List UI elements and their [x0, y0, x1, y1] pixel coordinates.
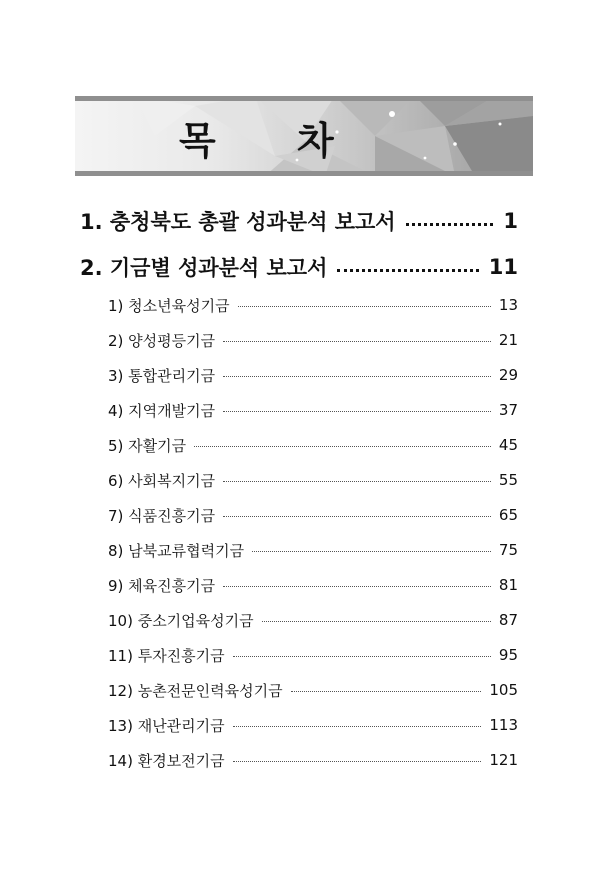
toc-entry-label: 12) 농촌전문인력육성기금: [108, 681, 283, 700]
toc-page-number: 121: [489, 751, 518, 769]
dot-leader: [223, 411, 491, 412]
dot-leader: [252, 551, 491, 552]
toc-entry-label: 8) 남북교류협력기금: [108, 541, 245, 560]
toc-entry[interactable]: [108, 644, 518, 666]
toc-page-number: 75: [498, 541, 518, 559]
toc-entry-label: 13) 재난관리기금: [108, 716, 225, 735]
toc-section-2[interactable]: [80, 252, 518, 282]
toc-entry[interactable]: [108, 434, 518, 456]
toc-entry-label: 2) 양성평등기금: [108, 331, 216, 350]
dot-leader: [262, 621, 491, 622]
toc-entry-label: 11) 투자진흥기금: [108, 646, 225, 665]
toc-entry-label: 3) 통합관리기금: [108, 366, 216, 385]
toc-page-number: 37: [498, 401, 518, 419]
toc-entry[interactable]: [108, 364, 518, 386]
dot-leader: [194, 446, 491, 447]
toc-section-1[interactable]: [80, 206, 518, 236]
dot-leader: [233, 726, 482, 727]
title-banner: [75, 96, 533, 176]
toc-page-number: 65: [498, 506, 518, 524]
toc-entry[interactable]: [108, 609, 518, 631]
toc-entry[interactable]: [108, 504, 518, 526]
toc-entry[interactable]: [108, 329, 518, 351]
toc-entry-label: 6) 사회복지기금: [108, 471, 216, 490]
toc-page-number: 105: [489, 681, 518, 699]
toc-page-number: 13: [498, 296, 518, 314]
dot-leader: [406, 223, 494, 226]
toc-entry-label: 5) 자활기금: [108, 436, 187, 455]
toc-page-number: 1: [503, 209, 518, 233]
toc-page-number: 81: [498, 576, 518, 594]
toc-page-number: 55: [498, 471, 518, 489]
toc-page-number: 45: [498, 436, 518, 454]
banner-bottom-rule: [75, 171, 533, 176]
banner-top-rule: [75, 96, 533, 101]
dot-leader: [233, 761, 482, 762]
toc-entry[interactable]: [108, 294, 518, 316]
toc-page-number: 113: [489, 716, 518, 734]
toc-entry[interactable]: [108, 749, 518, 771]
toc-section-label: 2. 기금별 성과분석 보고서: [80, 256, 328, 280]
toc-entry[interactable]: [108, 539, 518, 561]
toc-entry[interactable]: [108, 469, 518, 491]
toc-entry-label: 9) 체육진흥기금: [108, 576, 216, 595]
toc-page-number: 95: [498, 646, 518, 664]
toc-page-number: 29: [498, 366, 518, 384]
dot-leader: [223, 586, 491, 587]
toc-entry[interactable]: [108, 679, 518, 701]
toc-page-number: 87: [498, 611, 518, 629]
toc-page-number: 21: [498, 331, 518, 349]
toc-entry-label: 4) 지역개발기금: [108, 401, 216, 420]
toc-entry-label: 1) 청소년육성기금: [108, 296, 230, 315]
dot-leader: [337, 269, 478, 272]
dot-leader: [223, 481, 491, 482]
toc-entry[interactable]: [108, 399, 518, 421]
toc-entry-label: 10) 중소기업육성기금: [108, 611, 254, 630]
dot-leader: [238, 306, 491, 307]
toc-page-number: 11: [488, 255, 518, 279]
dot-leader: [233, 656, 491, 657]
dot-leader: [223, 376, 491, 377]
toc-entry[interactable]: [108, 714, 518, 736]
dot-leader: [223, 341, 491, 342]
page-title: 목 차: [179, 119, 368, 163]
toc-section-label: 1. 충청북도 총괄 성과분석 보고서: [80, 210, 396, 234]
toc-entry-label: 7) 식품진흥기금: [108, 506, 216, 525]
dot-leader: [291, 691, 482, 692]
dot-leader: [223, 516, 491, 517]
toc-entry-label: 14) 환경보전기금: [108, 751, 225, 770]
toc-entry[interactable]: [108, 574, 518, 596]
